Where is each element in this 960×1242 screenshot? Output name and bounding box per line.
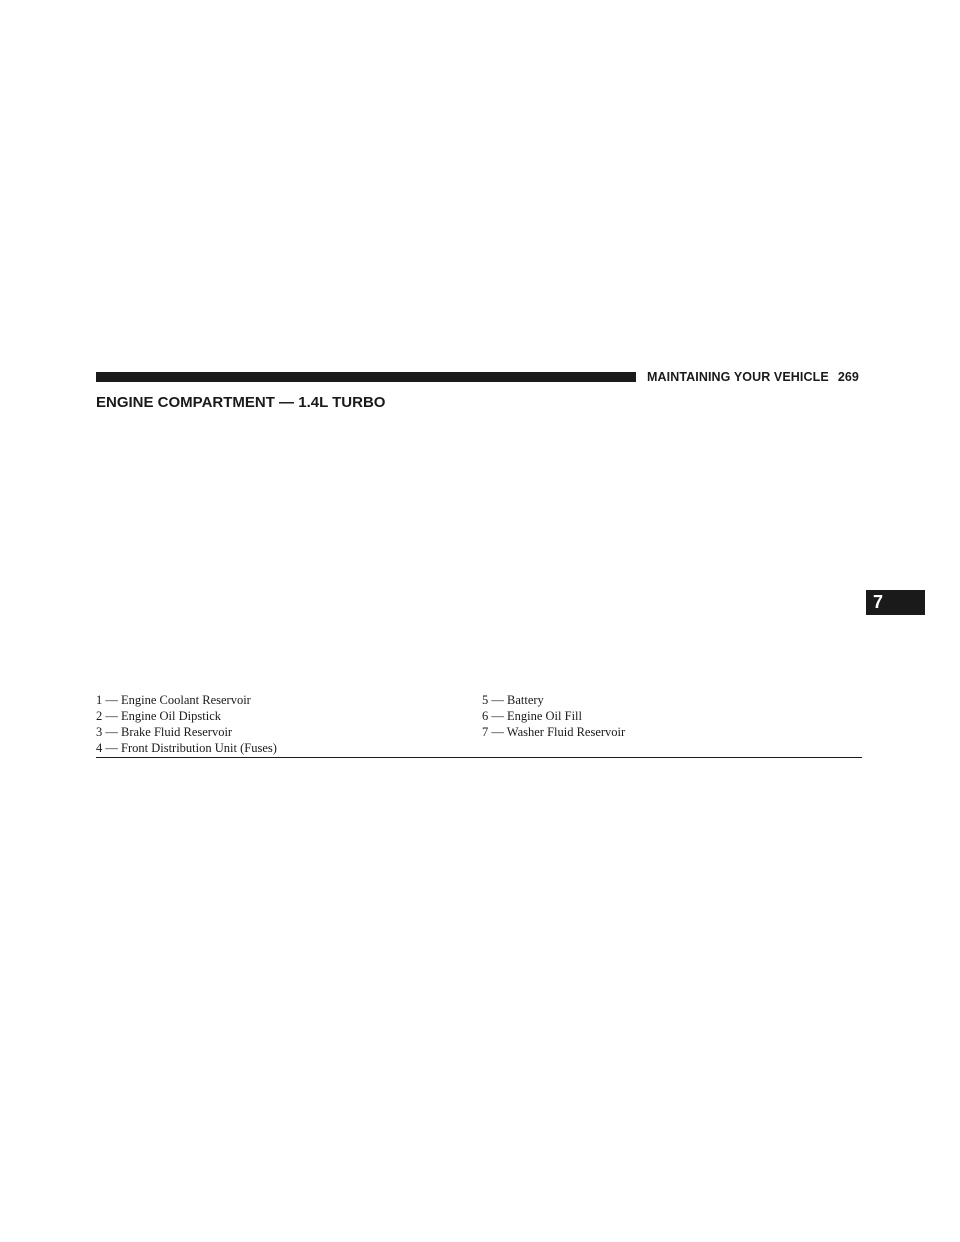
legend-column-left: [96, 692, 277, 756]
section-title: MAINTAINING YOUR VEHICLE: [647, 370, 829, 384]
legend-item: 1 — Engine Coolant Reservoir: [96, 693, 251, 707]
legend-item: 6 — Engine Oil Fill: [482, 709, 582, 723]
legend-item: 2 — Engine Oil Dipstick: [96, 709, 221, 723]
legend-item: 3 — Brake Fluid Reservoir: [96, 725, 233, 739]
chapter-tab: 7: [866, 590, 925, 615]
legend-item: 4 — Front Distribution Unit (Fuses): [96, 741, 277, 755]
legend-column-right: [482, 692, 625, 740]
legend-divider: [96, 757, 862, 758]
legend-item: 5 — Battery: [482, 693, 544, 707]
page-number: 269: [837, 370, 859, 384]
engine-compartment-figure: [96, 420, 862, 688]
page-title: ENGINE COMPARTMENT — 1.4L TURBO: [96, 394, 386, 411]
running-header: [647, 368, 859, 386]
legend-item: 7 — Washer Fluid Reservoir: [482, 725, 626, 739]
header-rule-bar: [96, 372, 636, 382]
